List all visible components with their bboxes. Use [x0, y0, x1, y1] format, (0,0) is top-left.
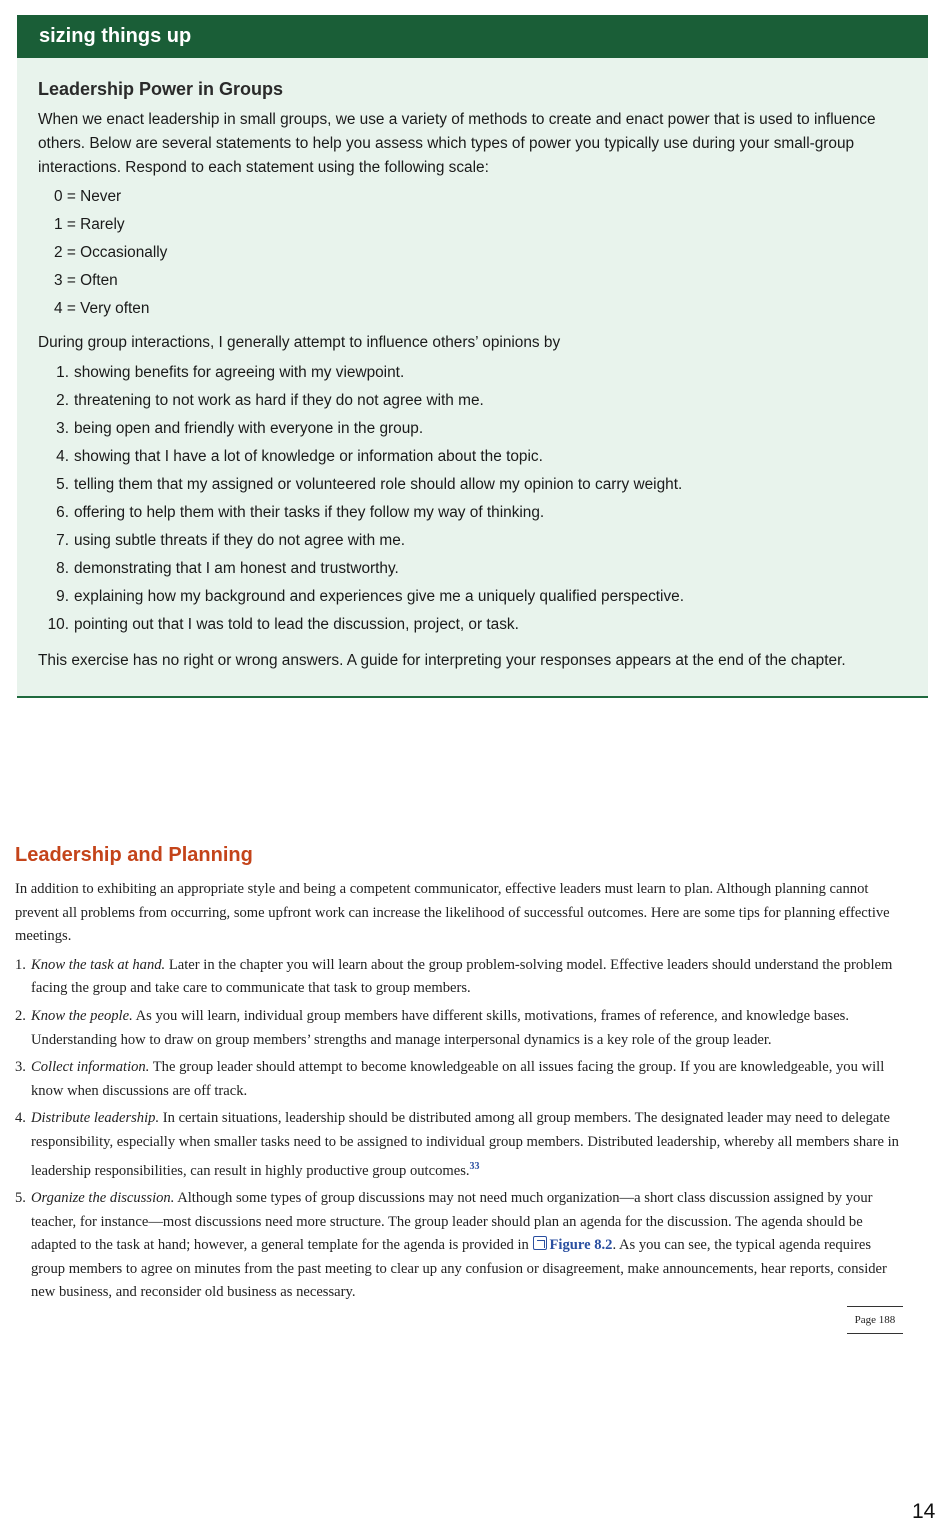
tip-number: 4.: [15, 1110, 26, 1127]
section-intro: In addition to exhibiting an appropriate style and being a competent communicator, effective leaders must learn to plan. Although planning cannot prevent all problems from occurring, some upfront work can increase the likelihood of successful outcomes. Here are some tips for planning effective meetings.: [15, 881, 890, 945]
statement-number: 10.: [47, 616, 69, 633]
statement-text: offering to help them with their tasks if they follow my way of thinking.: [74, 504, 545, 521]
tip-item: [15, 1056, 905, 1103]
tips-list: [15, 954, 905, 1305]
statement-text: explaining how my background and experiences give me a uniquely qualified perspective.: [74, 588, 685, 605]
statement-number: 3.: [56, 420, 69, 437]
statement-number: 9.: [56, 588, 69, 605]
rating-scale: [38, 183, 904, 323]
tip-text: In certain situations, leadership should be distributed among all group members. The designated leader may need to delegate responsibility, especially when smaller tasks need to be assigned to individual group members. Distributed leadership, whereby all members share in leadership responsibilities, can result in highly productive group outcomes.: [31, 1110, 899, 1179]
box-header: sizing things up: [17, 15, 928, 58]
statement-item: [38, 555, 904, 583]
tip-text: Later in the chapter you will learn about the group problem-solving model. Effective leaders should understand the problem facing the group and take care to communicate that task to group members.: [31, 956, 893, 997]
main-text: [15, 878, 905, 1309]
statement-item: [38, 387, 904, 415]
scale-item: 3 = Often: [54, 272, 118, 289]
statement-item: [38, 499, 904, 527]
tip-lead: Organize the discussion.: [31, 1189, 175, 1206]
statement-text: showing that I have a lot of knowledge or information about the topic.: [74, 448, 543, 465]
page-number: 14: [912, 1500, 936, 1523]
statement-number: 6.: [56, 504, 69, 521]
statement-number: 5.: [56, 476, 69, 493]
section-title: Leadership and Planning: [15, 844, 253, 866]
tip-lead: Distribute leadership.: [31, 1110, 160, 1127]
statement-number: 8.: [56, 560, 69, 577]
statement-text: pointing out that I was told to lead the discussion, project, or task.: [74, 616, 519, 633]
tip-item: [15, 1005, 905, 1052]
statement-text: telling them that my assigned or volunteered role should allow my opinion to carry weight.: [74, 476, 683, 493]
statement-item: [38, 583, 904, 611]
statement-text: demonstrating that I am honest and trustworthy.: [74, 560, 399, 577]
statement-number: 7.: [56, 532, 69, 549]
statement-text: showing benefits for agreeing with my viewpoint.: [74, 364, 405, 381]
scale-item: 4 = Very often: [54, 300, 150, 317]
statement-item: [38, 359, 904, 387]
statement-item: [38, 443, 904, 471]
statement-number: 2.: [56, 392, 69, 409]
external-link-icon[interactable]: [533, 1236, 547, 1250]
box-intro: When we enact leadership in small groups, we use a variety of methods to create and enact power that is used to influence others. Below are several statements to help you assess which types of power you typically use during your small-group interactions. Respond to each statement using the following scale:: [38, 111, 876, 176]
statement-item: [38, 611, 904, 639]
statement-number: 1.: [56, 364, 69, 381]
tip-text: As you will learn, individual group members have different skills, motivations, frames of reference, and knowledge bases. Understanding how to draw on group members’ strengths and manage interpersonal dynamics is a key role of the group leader.: [31, 1007, 850, 1048]
statement-text: being open and friendly with everyone in the group.: [74, 420, 424, 437]
statement-item: [38, 471, 904, 499]
statement-text: threatening to not work as hard if they do not agree with me.: [74, 392, 484, 409]
tip-number: 2.: [15, 1007, 26, 1024]
tip-text-after: . As you can see, the typical agenda requires group members to agree on minutes from the past meeting to clear up any confusion or disagreement, make announcements, hear reports, consider new business, and reconsider old business as necessary.: [31, 1237, 887, 1301]
statement-number: 4.: [56, 448, 69, 465]
sizing-things-up-box: [17, 15, 928, 698]
tip-number: 5.: [15, 1189, 26, 1206]
box-closing-note: This exercise has no right or wrong answers. A guide for interpreting your responses appears at the end of the chapter.: [38, 652, 846, 669]
statement-item: [38, 415, 904, 443]
tip-item: [15, 1107, 905, 1183]
tip-text: The group leader should attempt to become knowledgeable on all issues facing the group. If you are knowledgeable, you will know when discussions are off track.: [31, 1059, 885, 1099]
box-body: [17, 58, 928, 673]
endnote-reference[interactable]: 33: [469, 1160, 480, 1172]
scale-item: 0 = Never: [54, 188, 122, 205]
tip-item: [15, 954, 905, 1001]
tip-text: Although some types of group discussions may not need much organization—a short class discussion assigned by your teacher, for instance—most discussions need more structure. The group leader should plan an agenda for the discussion. The agenda should be adapted to the task at hand; however, a general template for the agenda is provided in: [31, 1189, 873, 1254]
tip-item: [15, 1187, 905, 1305]
tip-lead: Know the people.: [31, 1007, 133, 1024]
tip-number: 3.: [15, 1059, 26, 1076]
statement-list: [38, 359, 904, 639]
figure-link[interactable]: Figure 8.2: [549, 1237, 613, 1254]
tip-lead: Collect information.: [31, 1059, 150, 1076]
tip-number: 1.: [15, 956, 26, 973]
statements-stem: During group interactions, I generally attempt to influence others’ opinions by: [38, 334, 561, 351]
statement-text: using subtle threats if they do not agree with me.: [74, 532, 406, 549]
tip-lead: Know the task at hand.: [31, 956, 166, 973]
page-marker: Page 188: [847, 1306, 903, 1334]
statement-item: [38, 527, 904, 555]
box-title: Leadership Power in Groups: [38, 79, 284, 99]
scale-item: 1 = Rarely: [54, 216, 125, 233]
scale-item: 2 = Occasionally: [54, 244, 168, 261]
